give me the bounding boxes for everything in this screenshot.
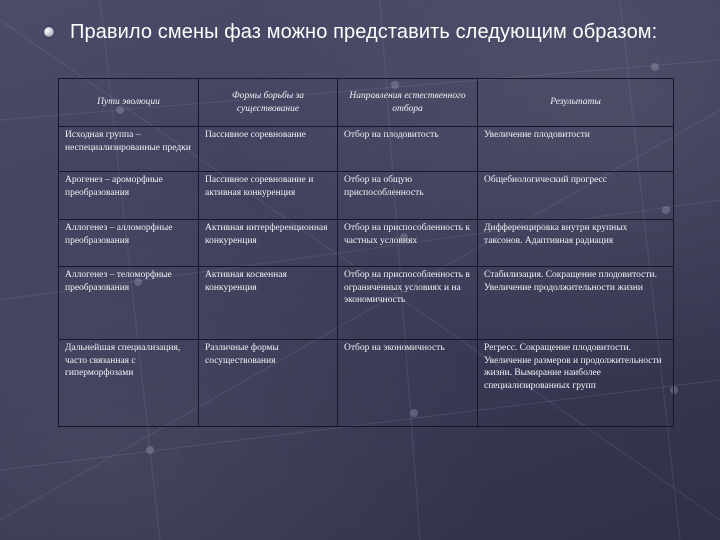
table-cell: Стабилизация. Сокращение плодовитости. Увеличение продолжительности жизни <box>478 267 674 340</box>
table-cell: Дифференцировка внутри крупных таксонов. Адаптивная радиация <box>478 220 674 267</box>
header-results: Результаты <box>478 79 674 127</box>
table-cell: Отбор на приспособленность к частных условиях <box>338 220 478 267</box>
table-cell: Активная интерференционная конкуренция <box>199 220 338 267</box>
phase-change-table <box>58 78 674 427</box>
table-cell: Пассивное соревнование и активная конкуренция <box>199 172 338 220</box>
header-evolution-paths: Пути эволюции <box>59 79 199 127</box>
table-cell: Отбор на плодовитость <box>338 127 478 172</box>
table-cell: Общебиологический прогресс <box>478 172 674 220</box>
table-cell: Увеличение плодовитости <box>478 127 674 172</box>
slide-title: Правило смены фаз можно представить следующим образом: <box>70 20 658 43</box>
table-row <box>59 340 674 427</box>
table-row <box>59 172 674 220</box>
table-cell: Отбор на приспособленность в ограниченных условиях и на экономичность <box>338 267 478 340</box>
header-selection-directions: Направления естественного отбора <box>338 79 478 127</box>
table-row <box>59 127 674 172</box>
header-struggle-forms: Формы борьбы за существование <box>199 79 338 127</box>
table-header-row <box>59 79 674 127</box>
table-row <box>59 220 674 267</box>
table-row <box>59 267 674 340</box>
table-cell: Дальнейшая специализация, часто связанная с гиперморфозами <box>59 340 199 427</box>
table-cell: Аллогенез – теломорфные преобразования <box>59 267 199 340</box>
round-bullet-icon <box>44 27 54 37</box>
table-cell: Регресс. Сокращение плодовитости. Увеличение размеров и продолжительности жизни. Вымирание наиболее специализированных групп <box>478 340 674 427</box>
table-cell: Аллогенез – алломорфные преобразования <box>59 220 199 267</box>
table-cell: Пассивное соревнование <box>199 127 338 172</box>
table-cell: Арогенез – ароморфные преобразования <box>59 172 199 220</box>
table-cell: Отбор на общую приспособленность <box>338 172 478 220</box>
slide-title-row <box>44 18 704 46</box>
table-cell: Активная косвенная конкуренция <box>199 267 338 340</box>
table-cell: Исходная группа – неспециализированные предки <box>59 127 199 172</box>
table-cell: Различные формы сосуществования <box>199 340 338 427</box>
table-cell: Отбор на экономичность <box>338 340 478 427</box>
